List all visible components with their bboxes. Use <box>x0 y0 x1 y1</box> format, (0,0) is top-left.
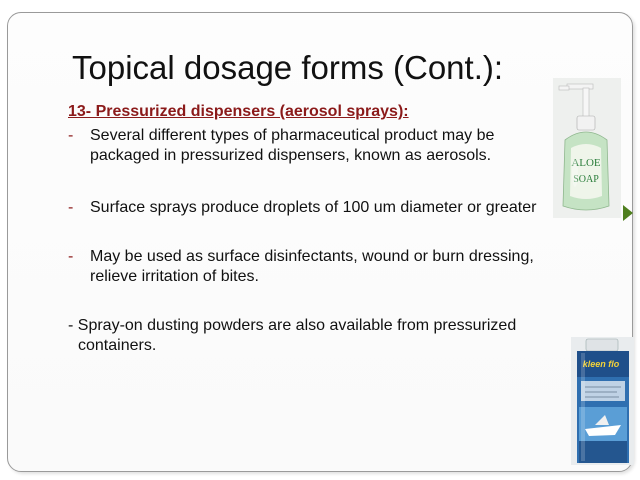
soap-label-aloe: ALOE <box>571 157 601 169</box>
bullet-text-continued: containers. <box>78 337 157 354</box>
spray-can-illustration <box>571 337 634 465</box>
kleen-flo-spray-can-image <box>571 337 634 465</box>
bullet-item <box>68 247 534 287</box>
bullet-text: - Spray-on dusting powders are also available from pressurized <box>68 317 517 334</box>
bullet-marker: - <box>68 127 74 144</box>
bullet-marker: - <box>68 248 74 265</box>
soap-bottle-illustration <box>553 78 621 218</box>
bullet-item <box>68 126 494 166</box>
bullet-item <box>68 198 558 218</box>
bullet-text: Surface sprays produce droplets of 100 um diameter or greater <box>90 199 537 216</box>
section-subtitle: 13- Pressurized dispensers (aerosol sprays): <box>68 103 409 120</box>
bullet-text: Several different types of pharmaceutical product may be packaged in pressurized dispensers, known as aerosols. <box>90 127 495 164</box>
slide-title: Topical dosage forms (Cont.): <box>72 49 504 86</box>
bullet-marker: - <box>68 199 74 216</box>
spray-can-brand: kleen flo <box>582 359 620 369</box>
bullet-text: May be used as surface disinfectants, wound or burn dressing, relieve irritation of bites. <box>90 248 534 285</box>
soap-label-soap: SOAP <box>573 174 599 185</box>
bullet-item-plain <box>68 316 516 356</box>
aloe-soap-bottle-image <box>553 78 621 218</box>
next-slide-arrow-icon[interactable] <box>623 205 633 221</box>
